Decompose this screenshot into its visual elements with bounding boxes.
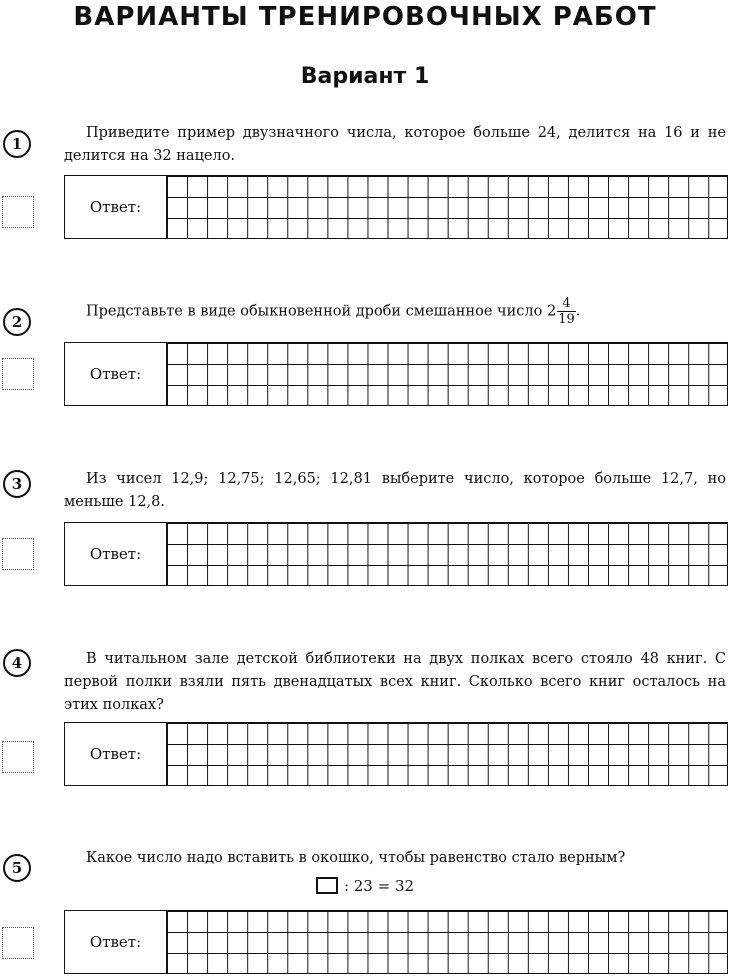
answer-label: Ответ: [65,911,167,973]
answer-label: Ответ: [65,343,167,405]
task-number-badge: 1 [3,130,31,158]
answer-grid[interactable] [167,911,727,973]
answer-field-2[interactable] [64,342,728,406]
task-number-badge: 4 [3,649,31,677]
answer-label: Ответ: [65,176,167,238]
task-number-badge: 5 [3,854,31,882]
task-number-badge: 2 [3,308,31,336]
variant-title: Вариант 1 [300,64,430,89]
page-title: ВАРИАНТЫ ТРЕНИРОВОЧНЫХ РАБОТ [73,2,657,32]
task-text [64,468,726,514]
blank-box-icon [316,877,338,894]
task-3-text: Из чисел 12,9; 12,75; 12,65; 12,81 выберите число, которое больше 12,7, но меньше 12,8. [64,471,726,510]
answer-field-5[interactable] [64,910,728,974]
answer-grid[interactable] [167,176,727,238]
score-box [2,196,34,228]
fraction-denominator: 19 [558,312,575,327]
equation-text: : 23 = 32 [343,877,415,895]
answer-field-1[interactable] [64,175,728,239]
answer-grid[interactable] [167,523,727,585]
task-text [64,122,726,168]
score-box [2,538,34,570]
answer-grid[interactable] [167,723,727,785]
task-text [64,847,726,870]
fraction-numerator: 4 [562,296,571,311]
task-5-text: Какое число надо вставить в окошко, чтобы равенство стало верным? [86,850,626,866]
answer-field-4[interactable] [64,722,728,786]
answer-field-3[interactable] [64,522,728,586]
answer-label: Ответ: [65,523,167,585]
task-2-text: Представьте в виде обыкновенной дроби смешанное число 2 [86,303,557,320]
task-2-text-end: . [575,303,581,320]
task-4-text: В читальном зале детской библиотеки на двух полках всего стояло 48 книг. С первой полки взяли пять двенадцатых всех книг. Сколько всего книг осталось на этих полках? [64,651,726,713]
mixed-number-fraction [557,296,576,327]
task-text [64,296,726,327]
score-box [2,927,34,959]
score-box [2,358,34,390]
score-box [2,741,34,773]
equation [0,875,730,897]
task-text [64,648,726,717]
task-1-text: Приведите пример двузначного числа, которое больше 24, делится на 16 и не делится на 32 нацело. [64,125,726,164]
task-number-badge: 3 [3,470,31,498]
answer-label: Ответ: [65,723,167,785]
answer-grid[interactable] [167,343,727,405]
